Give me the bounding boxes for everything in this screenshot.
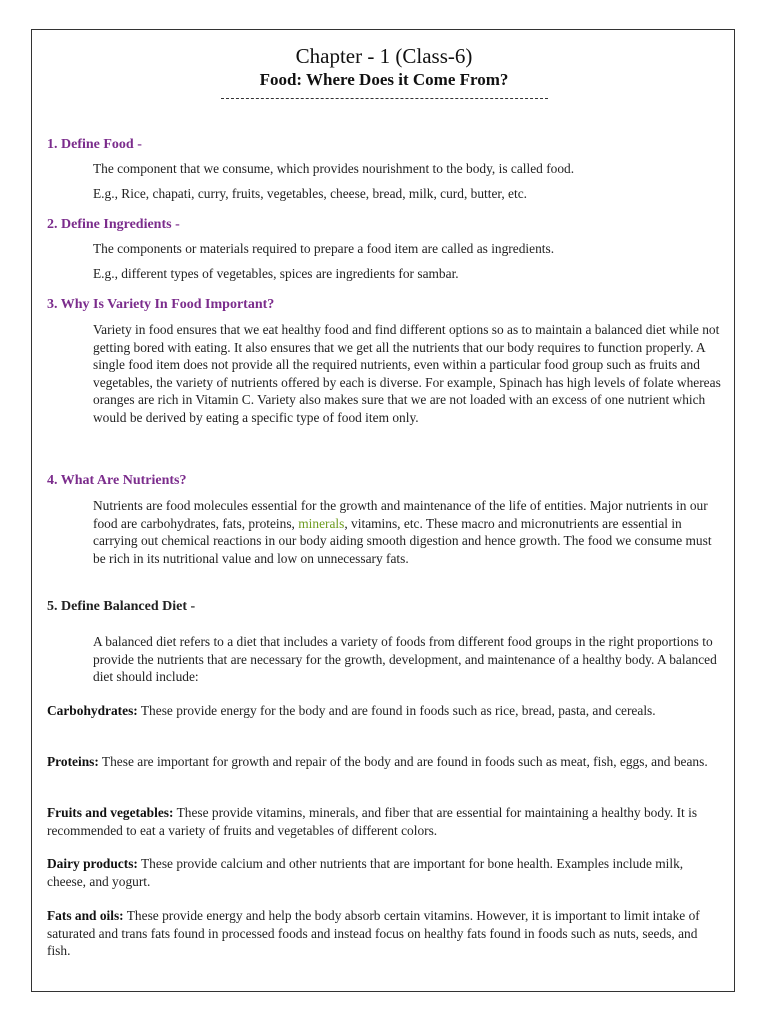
heading-define-ingredients: 2. Define Ingredients -: [47, 217, 180, 232]
title-divider: [221, 98, 548, 99]
nutrients-text: [93, 497, 721, 567]
nutrients-text-part1: Nutrients are food molecules essential for the growth and maintenance of the life of entities. Major nutrients in our food are carbohydrates, fats, proteins,: [93, 498, 708, 531]
define-ingredients-text: The components or materials required to prepare a food item are called as ingredients.: [93, 241, 555, 256]
heading-variety-in-food: 3. Why Is Variety In Food Important?: [47, 297, 275, 312]
heading-define-food: 1. Define Food -: [47, 137, 142, 152]
food-group-label: Carbohydrates:: [47, 703, 138, 718]
food-group-description: These provide energy and help the body absorb certain vitamins. However, it is important to limit intake of saturated and trans fats found in processed foods and instead focus on healthy fats found in foods such as nuts, seeds, and fish.: [47, 908, 700, 958]
food-group-description: These provide energy for the body and are found in foods such as rice, bread, pasta, and cereals.: [137, 703, 656, 718]
food-group-label: Fruits and vegetables:: [47, 805, 174, 820]
page-subtitle: Food: Where Does it Come From?: [259, 70, 509, 89]
page-title: Chapter - 1 (Class-6): [295, 44, 473, 68]
define-ingredients-example: E.g., different types of vegetables, spices are ingredients for sambar.: [93, 266, 459, 281]
heading-nutrients: 4. What Are Nutrients?: [47, 473, 187, 488]
balanced-diet-text: A balanced diet refers to a diet that includes a variety of foods from different food groups in the right proportions to provide the nutrients that are necessary for the growth, development, and maintenance of a healthy body. A balanced diet should include:: [93, 634, 717, 684]
food-group-fats-oils: [47, 907, 723, 960]
heading-balanced-diet: 5. Define Balanced Diet -: [47, 599, 196, 614]
food-group-label: Proteins:: [47, 754, 99, 769]
define-food-example: E.g., Rice, chapati, curry, fruits, vegetables, cheese, bread, milk, curd, butter, etc.: [93, 186, 527, 201]
food-group-label: Fats and oils:: [47, 908, 124, 923]
food-group-fruits-vegetables: [47, 804, 723, 839]
food-group-description: These are important for growth and repair of the body and are found in foods such as meat, fish, eggs, and beans.: [98, 754, 708, 769]
food-group-label: Dairy products:: [47, 856, 138, 871]
food-group-proteins: [47, 753, 723, 771]
food-group-description: These provide vitamins, minerals, and fiber that are essential for maintaining a healthy body. It is recommended to eat a variety of fruits and vegetables of different colors.: [47, 805, 698, 838]
food-group-description: These provide calcium and other nutrients that are important for bone health. Examples include milk, cheese, and yogurt.: [47, 856, 684, 889]
define-food-text: The component that we consume, which provides nourishment to the body, is called food.: [93, 161, 575, 176]
nutrients-text-part2: , vitamins, etc. These macro and micronutrients are essential in carrying out chemical reactions in our body aiding smooth digestion and hence growth. The food we consume must be rich in its nutritional value and low on unnecessary fats.: [93, 515, 712, 566]
food-group-dairy: [47, 855, 723, 890]
food-group-carbohydrates: [47, 702, 723, 720]
variety-in-food-text: Variety in food ensures that we eat healthy food and find different options so as to maintain a balanced diet while not getting bored with eating. It also ensures that we get all the nutrients that our body requires to function properly. A single food item does not provide all the required nutrients, even within a particular food group such as fruits and vegetables, the variety of nutrients offered by each is diverse. For example, Spinach has high levels of folate whereas oranges are rich in Vitamin C. Variety also makes sure that we are not loaded with an excess of one nutrient which would be derived by eating a specific type of food item only.: [93, 322, 721, 425]
minerals-link[interactable]: minerals: [298, 515, 345, 531]
